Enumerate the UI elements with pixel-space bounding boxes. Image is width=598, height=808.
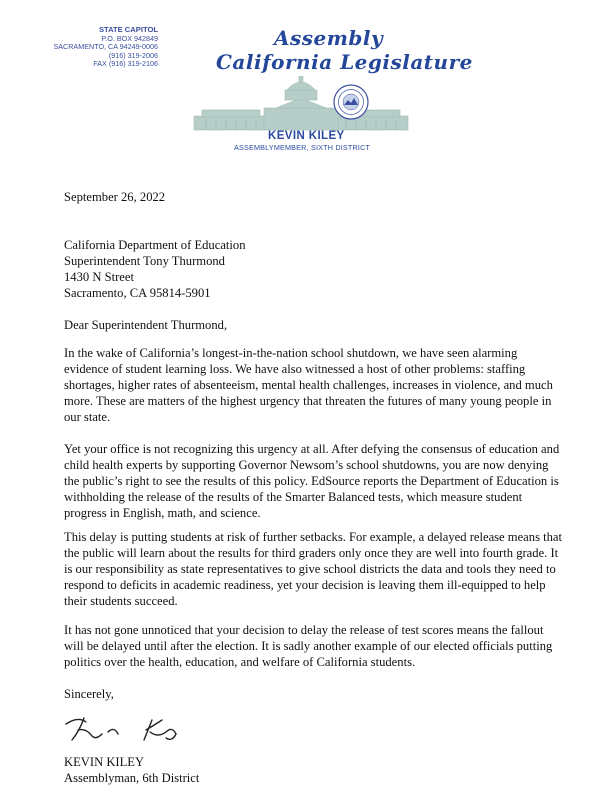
letterhead-assembly: Assembly xyxy=(274,26,384,50)
letterhead-legislature: California Legislature xyxy=(216,50,473,74)
addressee-block xyxy=(64,237,246,301)
closing: Sincerely, xyxy=(64,687,114,701)
capitol-building-icon xyxy=(176,76,426,134)
addressee-line: Superintendent Tony Thurmond xyxy=(64,254,225,268)
address-line: FAX (916) 319-2106 xyxy=(93,59,158,69)
address-title: STATE CAPITOL xyxy=(98,25,158,34)
address-line: SACRAMENTO, CA 94249-0006 xyxy=(53,42,158,52)
letterhead-member-district: ASSEMBLYMEMBER, SIXTH DISTRICT xyxy=(234,143,371,152)
signature-icon xyxy=(62,712,202,746)
letterhead-member-name: KEVIN KILEY xyxy=(268,130,345,142)
handwritten-signature xyxy=(62,712,202,746)
capitol-illustration xyxy=(176,76,426,134)
addressee-line: Sacramento, CA 95814-5901 xyxy=(64,286,211,300)
address-line: (916) 319-2006 xyxy=(108,50,158,60)
signer-name: KEVIN KILEY xyxy=(64,755,145,769)
body-paragraph: This delay is putting students at risk of further setbacks. For example, a delayed release means that the public will learn about the results for third graders only once they are well into fourth grade. It is our responsibility as state representatives to give school districts the data and tools they need to respond to deficits in academic readiness, yet your decision is leaving them ill-equipped to help their students succeed. xyxy=(64,530,563,608)
body-paragraph: Yet your office is not recognizing this urgency at all. After defying the consensus of education and child health experts by supporting Governor Newsom’s school shutdowns, you are now denying the public’s right to see the results of this policy. EdSource reports the Department of Education is withholding the release of the results of the Smarter Balanced tests, which measure student progress in English, math, and science. xyxy=(64,442,560,520)
signer-title: Assemblyman, 6th District xyxy=(64,771,200,785)
salutation: Dear Superintendent Thurmond, xyxy=(64,318,228,332)
body-paragraph: It has not gone unnoticed that your decision to delay the release of test scores means the fallout will be delayed until after the election. It is sadly another example of our elected officials putting politics over the health, education, and welfare of California students. xyxy=(64,623,553,669)
addressee-line: 1430 N Street xyxy=(64,270,134,284)
address-line: P.O. BOX 942849 xyxy=(101,33,158,43)
letter-date: September 26, 2022 xyxy=(64,190,166,204)
signer-block xyxy=(64,754,199,786)
body-paragraph: In the wake of California’s longest-in-the-nation school shutdown, we have seen alarming evidence of student learning loss. We have also witnessed a host of other problems: staffing shortages, higher rates of absenteeism, mental health challenges, increases in violence, and much more. These are matters of the highest urgency that threaten the futures of many young people in our state. xyxy=(64,346,553,424)
letterhead-address xyxy=(18,26,158,69)
addressee-line: California Department of Education xyxy=(64,238,246,252)
